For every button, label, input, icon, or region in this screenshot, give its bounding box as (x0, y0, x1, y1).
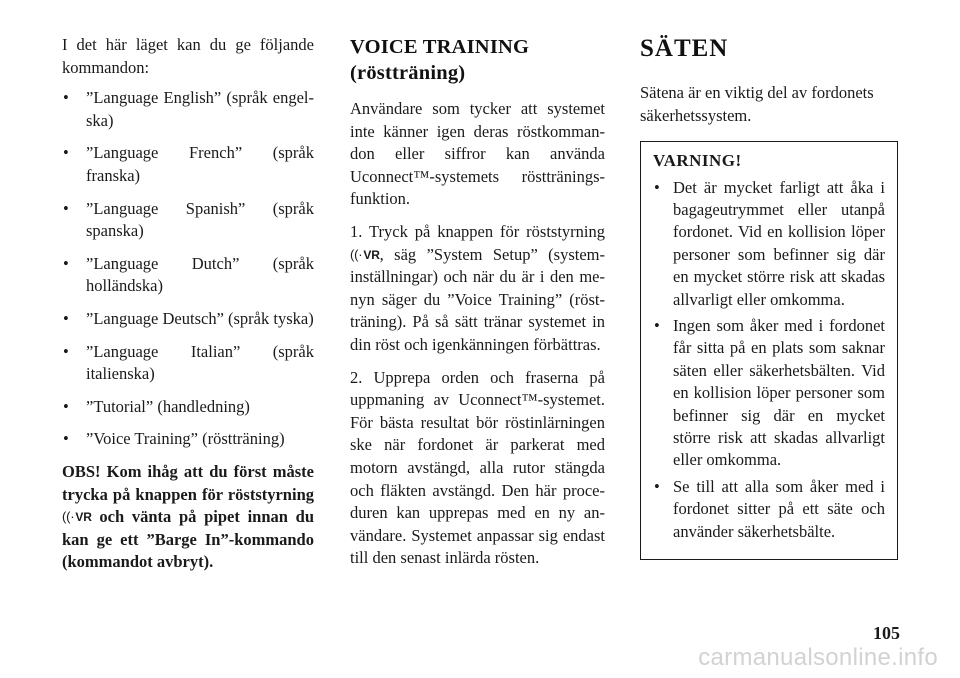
warning-item: • Ingen som åker med i fordonet får sitta på en plats som saknar säten eller säkerhetsbälten. Vid en kollision löper personer som befinner sig där en mycket större risk att skadas allvarligt eller omkomma. (653, 315, 885, 472)
intro-text: I det här läget kan du ge följande kommandon: (62, 35, 314, 77)
sound-wave-icon: ((· (350, 246, 363, 262)
step-1 (350, 221, 605, 357)
command-item: • ”Voice Training” (röstträning) (62, 428, 314, 451)
middle-column (350, 34, 605, 580)
note-text-part2: och vänta på pipet innan du kan ge ett ”Barge In”-kommando (kommandot avbryt). (62, 507, 315, 572)
command-item: • ”Language Deutsch” (språk tyska) (62, 308, 314, 331)
command-item: • ”Language Italian” (språk italienska) (62, 341, 314, 386)
voice-recognition-icon: ((·VR (350, 246, 380, 262)
command-item: • ”Language English” (språk engelska) (62, 87, 314, 132)
warning-title: VARNING! (653, 151, 742, 171)
command-item: • ”Tutorial” (handledning) (62, 396, 314, 419)
warning-item: • Se till att alla som åker med i fordonet sitter på ett säte och använder säkerhetsbälte. (653, 476, 885, 543)
command-list (62, 87, 314, 451)
sound-wave-icon: ((· (62, 509, 75, 525)
step-1-text-part1: Tryck på knappen för röststyrning (369, 221, 605, 241)
section-heading-seats: SÄTEN (640, 35, 729, 62)
command-item: • ”Language Dutch” (språk holländska) (62, 253, 314, 298)
page-number: 105 (873, 623, 900, 643)
left-column (62, 34, 314, 584)
seats-paragraph: Sätena är en viktig del av fordonets säkerhetssystem. (640, 83, 874, 125)
note-text (62, 461, 314, 574)
right-column (640, 34, 898, 560)
section-heading-voice-training: VOICE TRAINING (röstträning) (350, 36, 530, 84)
warning-list (653, 177, 885, 544)
step-2: 2. Upprepa orden och fraserna på uppmaning av Uconnect™-systemet. För bästa resultat bör röstinlärningen ske när fordonet är parkerat med motorn avstängd, alla rutor stängda och fläkten avstängd. Den här proceduren kan upprepas med en ny användare. Systemet anpassar sig endast till den senast inlärda rösten. (350, 367, 605, 568)
warning-box (640, 141, 898, 560)
command-item: • ”Language French” (språk franska) (62, 142, 314, 187)
warning-item: • Det är mycket farligt att åka i bagageutrymmet eller utanpå fordonet. Vid en kollision löper personer som befinner sig där en mycket större risk att skadas allvarligt eller omkomma. (653, 177, 885, 311)
paragraph-intro: Användare som tycker att systemet inte känner igen deras röstkommandon eller siffror kan använda Uconnect™-systemets röstträningsfunktion. (350, 99, 605, 209)
watermark: carmanualsonline.info (698, 644, 938, 672)
step-1-text-part2: , säg ”System Setup” (systeminställningar) och när du är i den menyn säger du ”Voice Training” (röstträning). På så sätt tränar systemet in din röst och igenkänningen förbättras. (350, 244, 605, 354)
note-text-part1: OBS! Kom ihåg att du först måste trycka på knappen för röststyrning (62, 461, 314, 504)
command-item: • ”Language Spanish” (språk spanska) (62, 198, 314, 243)
step-1-number: 1. (350, 221, 363, 241)
voice-recognition-icon: ((·VR (62, 509, 92, 525)
